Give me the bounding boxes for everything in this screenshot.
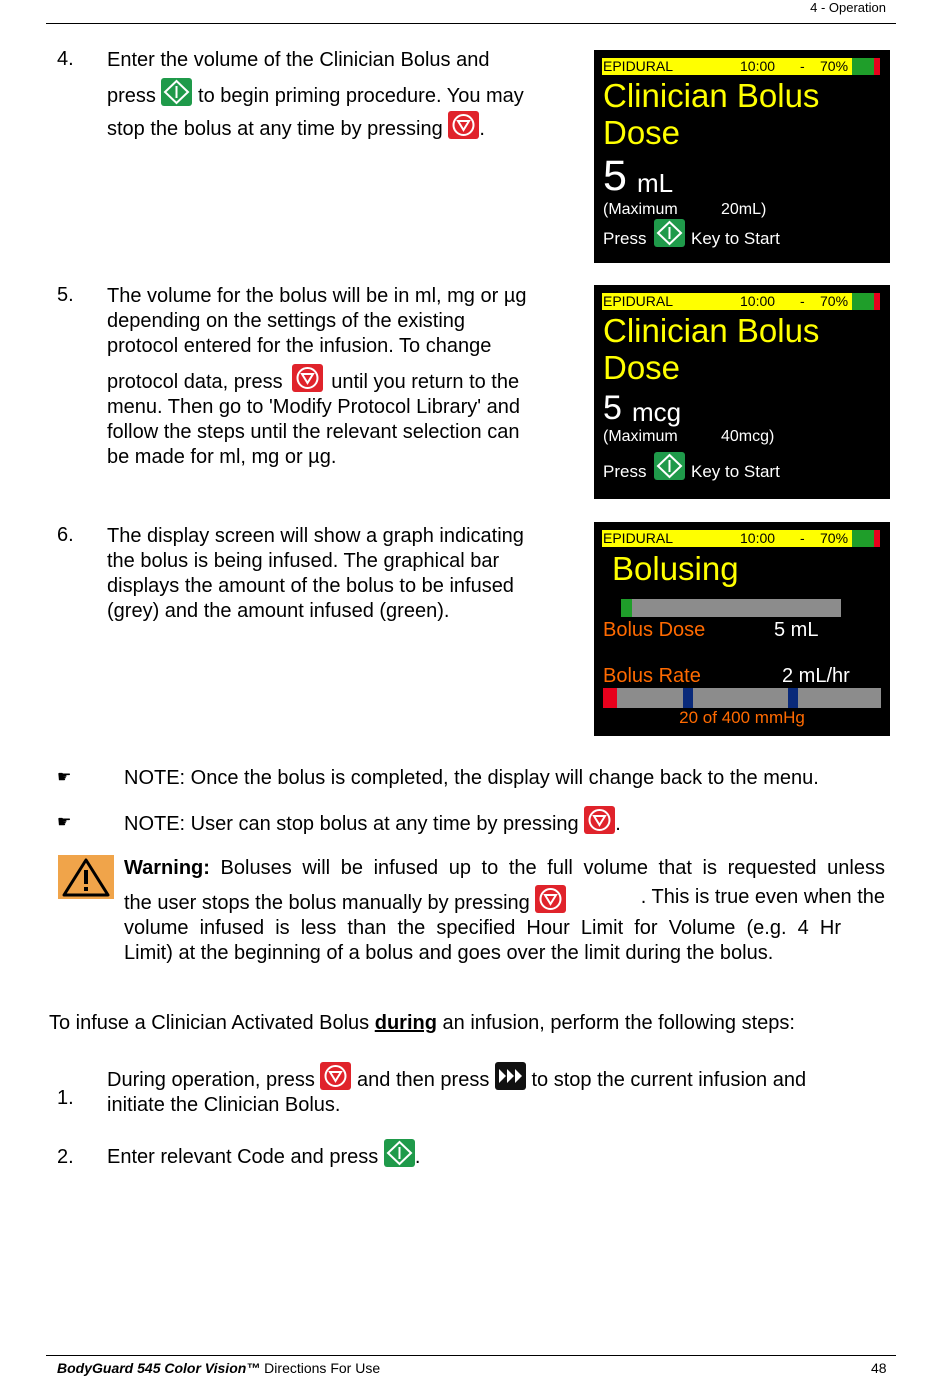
step-text: Enter relevant Code and press <box>107 1146 379 1168</box>
status-separator: - <box>800 530 805 546</box>
step-5-line: protocol data, press <box>107 371 283 393</box>
device-screen-bolusing <box>594 522 890 736</box>
press-label: Press <box>603 229 647 248</box>
intro-text: To infuse a Clinician Activated Bolus <box>49 1012 375 1034</box>
intro-text: an infusion, perform the following steps: <box>436 1012 795 1034</box>
status-bar <box>602 293 878 310</box>
bolus-dose-label: Bolus Dose <box>603 619 706 641</box>
status-separator: - <box>800 58 805 74</box>
battery-percent: 70% <box>820 293 849 309</box>
screen-title: Clinician Bolus <box>603 77 820 114</box>
stop-key-icon <box>584 806 615 834</box>
battery-indicator <box>874 530 880 547</box>
step-5-line: depending on the settings of the existing <box>107 310 466 332</box>
step-number: 5. <box>57 284 74 306</box>
during-step-1 <box>107 1062 806 1118</box>
start-key-icon <box>654 452 685 480</box>
pointing-hand-icon: ☛ <box>57 769 72 786</box>
step-4-line: press <box>107 85 156 107</box>
step-text: and then press <box>357 1069 490 1091</box>
time-label: 10:00 <box>740 293 776 309</box>
footer-rule <box>46 1355 896 1356</box>
warning-text: volume infused is less than the specified Hour Limit for Volume (e.g. 4 Hr <box>124 917 841 939</box>
time-label: 10:00 <box>740 530 776 546</box>
screen-title: Dose <box>603 349 681 386</box>
dose-value: 5 <box>603 389 622 427</box>
note-text: NOTE: User can stop bolus at any time by pressing <box>124 813 579 835</box>
step-4-line: to begin priming procedure. You may <box>198 85 524 107</box>
battery-indicator <box>874 293 880 310</box>
step-4-line: . <box>479 118 485 140</box>
step-5-line: menu. Then go to 'Modify Protocol Library' and <box>107 396 521 418</box>
battery-level <box>852 293 874 310</box>
step-text: initiate the Clinician Bolus. <box>107 1094 341 1116</box>
note-text: . <box>615 813 621 835</box>
pressure-readout: 20 of 400 mmHg <box>679 708 805 727</box>
bolus-rate-value: 2 mL/hr <box>782 665 850 687</box>
key-to-start-label: Key to Start <box>691 229 780 248</box>
bolus-progress-bar <box>621 599 841 617</box>
product-name: BodyGuard 545 Color Vision™ <box>57 1360 261 1376</box>
maximum-label: (Maximum <box>603 428 678 445</box>
stop-key-icon <box>448 111 479 139</box>
status-bar <box>602 58 878 75</box>
pressure-marker <box>683 688 693 708</box>
status-bar <box>602 530 878 547</box>
warning-text: . This is true even when the <box>640 886 885 908</box>
dose-unit: mL <box>637 168 674 198</box>
note-completion: NOTE: Once the bolus is completed, the display will change back to the menu. <box>124 767 819 789</box>
battery-level <box>852 530 874 547</box>
step-text: . <box>414 1146 421 1168</box>
start-key-icon <box>654 219 685 247</box>
step-5-line: The volume for the bolus will be in ml, mg or µg <box>107 285 527 307</box>
step-5-line: protocol entered for the infusion. To change <box>107 335 492 357</box>
step-5-line: until you return to the <box>331 371 520 393</box>
pressure-fill <box>603 688 617 708</box>
during-intro <box>49 1011 795 1036</box>
step-text: to stop the current infusion and <box>531 1069 807 1091</box>
step-6-line: (grey) and the amount infused (green). <box>107 600 450 622</box>
bolus-dose-value: 5 mL <box>774 619 819 641</box>
start-key-icon <box>161 78 192 106</box>
press-label: Press <box>603 462 647 481</box>
fast-forward-key-icon <box>495 1062 526 1090</box>
battery-percent: 70% <box>820 530 849 546</box>
step-text: During operation, press <box>107 1069 315 1091</box>
stop-key-icon <box>292 364 323 392</box>
battery-percent: 70% <box>820 58 849 74</box>
step-5-text <box>107 284 577 470</box>
step-6-line: displays the amount of the bolus to be infused <box>107 575 514 597</box>
warning-triangle-icon <box>58 855 114 899</box>
step-number: 1. <box>57 1087 74 1109</box>
stop-key-icon <box>320 1062 351 1090</box>
note-stop-bolus <box>124 806 621 837</box>
screen-title: Bolusing <box>612 550 739 587</box>
step-4-line: stop the bolus at any time by pressing <box>107 118 443 140</box>
warning-block <box>124 856 885 966</box>
mode-label: EPIDURAL <box>603 530 674 546</box>
mode-label: EPIDURAL <box>603 293 674 309</box>
intro-emphasis: during <box>374 1012 437 1034</box>
status-separator: - <box>800 293 805 309</box>
screen-title: Clinician Bolus <box>603 312 820 349</box>
device-screen-bolus-ml <box>594 50 890 263</box>
device-screen-bolus-mcg <box>594 285 890 499</box>
maximum-label: (Maximum <box>603 201 678 218</box>
dose-value: 5 <box>603 152 627 200</box>
battery-level <box>852 58 874 75</box>
mode-label: EPIDURAL <box>603 58 674 74</box>
footer-title <box>57 1360 380 1376</box>
screen-title: Dose <box>603 114 681 151</box>
warning-text: the user stops the bolus manually by pressing <box>124 892 530 914</box>
warning-label: Warning: <box>124 857 210 879</box>
step-5-line: be made for ml, mg or µg. <box>107 446 337 468</box>
step-4-text <box>107 48 577 142</box>
bolus-progress-fill <box>621 599 632 617</box>
section-header: 4 - Operation <box>810 0 886 15</box>
warning-text: Limit) at the beginning of a bolus and goes over the limit during the bolus. <box>124 942 774 964</box>
battery-indicator <box>874 58 880 75</box>
step-6-text <box>107 524 577 624</box>
document-name: Directions For Use <box>260 1360 381 1376</box>
dose-unit: mcg <box>632 397 682 427</box>
pressure-marker <box>788 688 798 708</box>
step-number: 4. <box>57 48 74 70</box>
time-label: 10:00 <box>740 58 776 74</box>
page-number: 48 <box>871 1360 887 1376</box>
bolus-rate-label: Bolus Rate <box>603 665 701 687</box>
step-6-line: The display screen will show a graph indicating <box>107 525 524 547</box>
key-to-start-label: Key to Start <box>691 462 780 481</box>
step-number: 2. <box>57 1146 74 1168</box>
maximum-value: 20mL) <box>721 201 767 218</box>
stop-key-icon <box>535 885 566 913</box>
maximum-value: 40mcg) <box>721 428 775 445</box>
warning-text: Boluses will be infused up to the full volume that is requested unless <box>220 857 885 879</box>
header-rule <box>46 23 896 24</box>
during-step-2 <box>107 1139 420 1170</box>
step-6-line: the bolus is being infused. The graphical bar <box>107 550 500 572</box>
step-number: 6. <box>57 524 74 546</box>
step-5-line: follow the steps until the relevant selection can <box>107 421 520 443</box>
step-4-line: Enter the volume of the Clinician Bolus and <box>107 49 490 71</box>
start-key-icon <box>384 1139 415 1167</box>
pointing-hand-icon: ☛ <box>57 814 72 831</box>
pressure-bar <box>603 688 881 708</box>
